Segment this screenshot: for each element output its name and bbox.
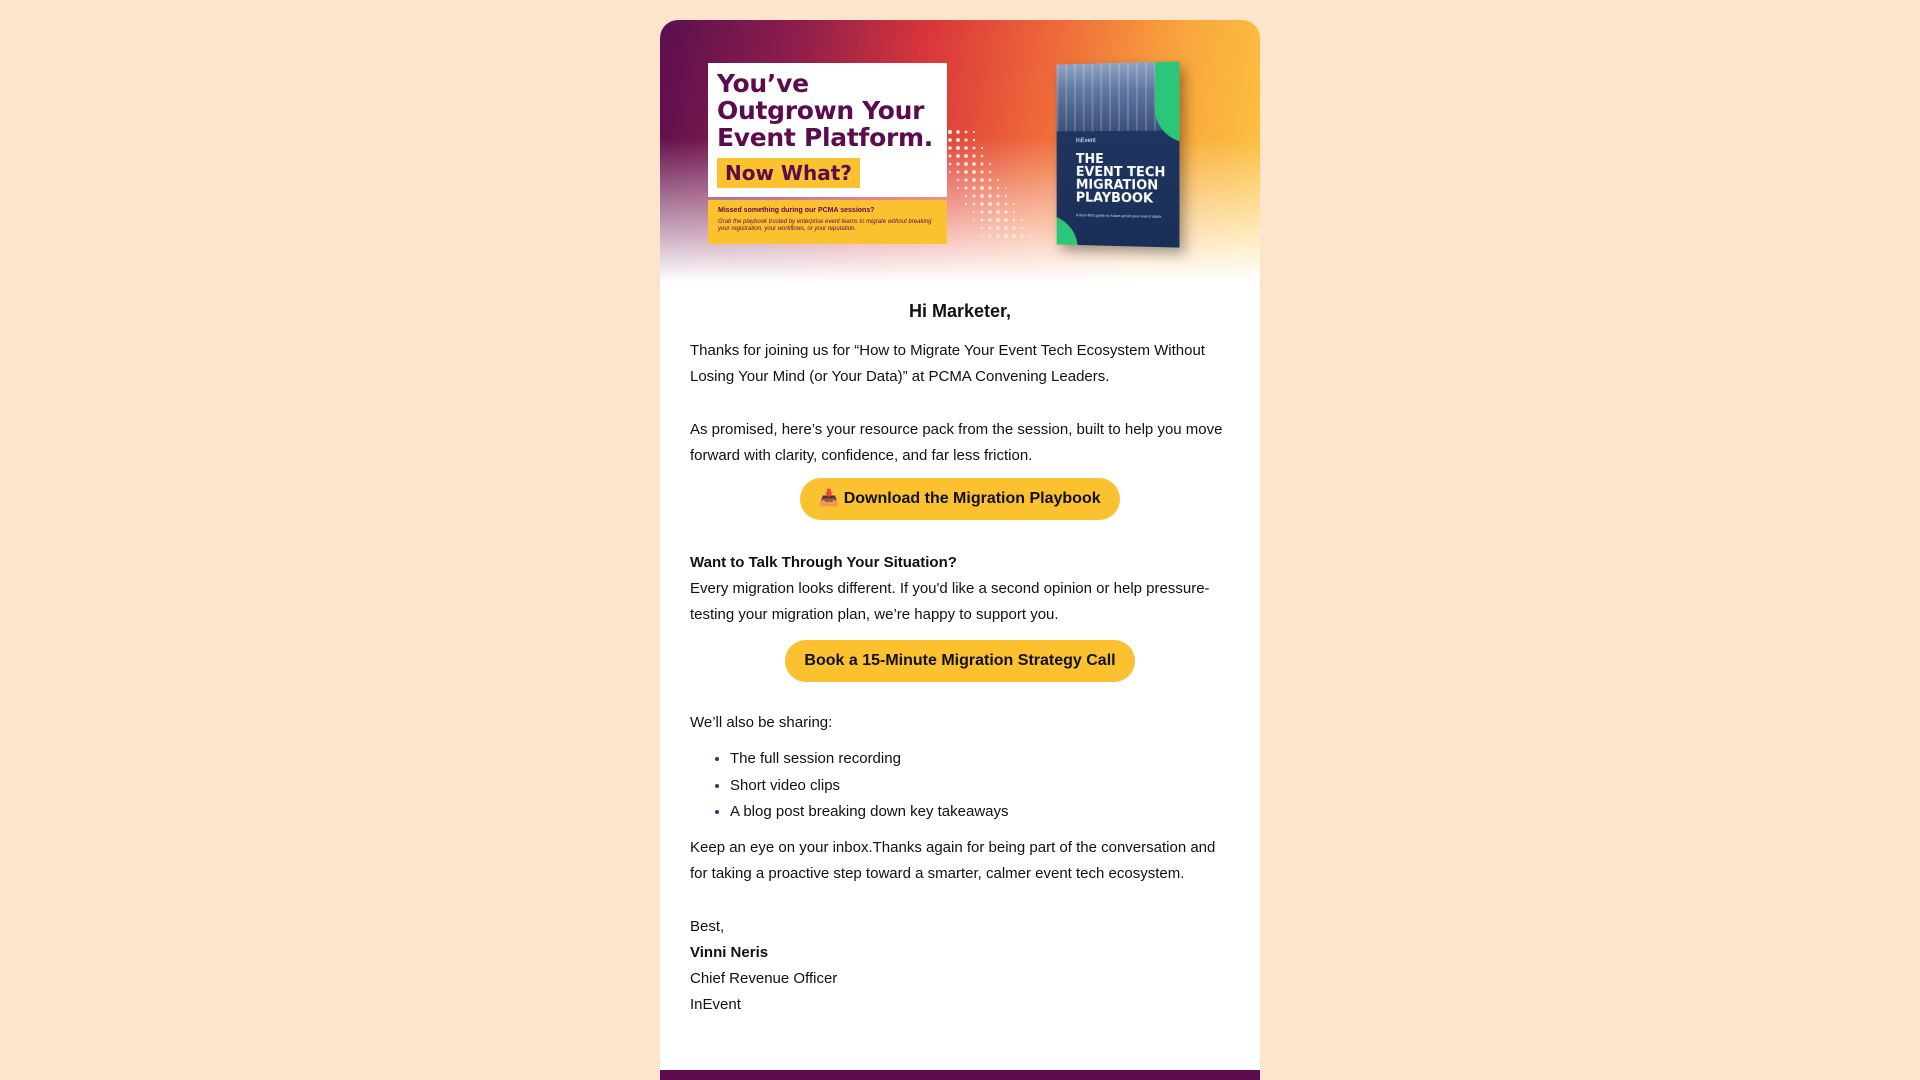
dot [996,194,999,197]
dot [996,210,1000,214]
closing-paragraph: Keep an eye on your inbox.Thanks again for being part of the conversation and for taking a proactive step toward a smarter, calmer event tech ecosystem. [690,838,1216,882]
list-item: • The full session recording [730,746,1230,773]
dot [973,139,975,141]
dot [981,235,983,237]
dot [964,154,968,158]
dot [949,171,951,173]
book-strategy-call-button[interactable]: Book a 15-Minute Migration Strategy Call [785,640,1134,682]
dot [981,163,984,166]
list-item: • A blog post breaking down key takeaways [730,799,1230,826]
sharing-list [690,746,1230,826]
dot [973,211,975,213]
dot [988,226,991,229]
email-container [660,20,1260,1080]
dot-pattern [946,128,1056,278]
dot [988,218,991,221]
dot [1013,211,1015,213]
signature [690,914,1230,1018]
talk-paragraph: Every migration looks different. If you'd like a second opinion or help pressure-testing your migration plan, we’re happy to support you. [690,580,1210,623]
dot [964,162,968,166]
dot [1004,210,1007,213]
hero-note-question: Missed something during our PCMA sessions? [718,207,875,214]
dot [957,171,960,174]
dot [988,194,992,198]
dot [981,147,983,149]
dot [972,178,976,182]
hero-now-what: Now What? [717,158,860,188]
dot [989,171,992,174]
dot [981,155,984,158]
dot [964,146,968,150]
signoff-role: Chief Revenue Officer [690,969,838,987]
dot [973,203,976,206]
dot [1021,219,1023,221]
dot [964,170,968,174]
intro-paragraph: Thanks for joining us for “How to Migrate Your Event Tech Ecosystem Without Losing Your Mind (or Your Data)” at PCMA Convening Leaders. [690,342,1205,385]
signoff-name: Vinni Neris [690,943,769,961]
dot [956,130,960,134]
download-button-wrap [690,478,1230,520]
dot [1004,218,1008,222]
dot [965,195,968,198]
dot [1005,203,1008,206]
book-title: THE EVENT TECH MIGRATION PLAYBOOK [1075,152,1166,207]
dot [1013,203,1015,205]
dot [956,138,960,142]
promise-paragraph: As promised, here’s your resource pack from the session, built to help you move forward with clarity, confidence, and far less friction. [690,421,1223,464]
dot [956,154,960,158]
dot [1012,234,1016,238]
dot [964,138,967,141]
email-body [660,282,1260,1018]
dot [972,186,976,190]
dot [989,235,992,238]
dot [980,202,984,206]
list-item: • Short video clips [730,773,1230,800]
dot [989,163,991,165]
book-call-button-wrap [690,640,1230,682]
dot [996,234,999,237]
dot [988,202,992,206]
dot [948,138,952,142]
talk-heading: Want to Talk Through Your Situation? [690,554,957,571]
dot [1021,227,1024,230]
dot [996,202,999,205]
dot [980,170,983,173]
dot [972,162,976,166]
dot [957,179,960,182]
hero-title-card [708,63,947,197]
dot [956,162,959,165]
dot [948,154,951,157]
hero-note [708,200,947,244]
hero-banner [660,20,1260,282]
dot [964,178,967,181]
dot [972,194,975,197]
sharing-intro: We’ll also be sharing: [690,714,833,731]
dot [997,187,1000,190]
dot [972,170,976,174]
dot [957,187,959,189]
dot [1012,226,1015,229]
dot [948,146,951,149]
dot [980,178,984,182]
dot [1004,234,1008,238]
dot [949,163,952,166]
dot [973,131,975,133]
dot [1013,219,1016,222]
dot [981,227,983,229]
dot [996,218,1000,222]
book-logo: InEvent [1075,138,1096,145]
signoff-best: Best, [690,917,725,935]
playbook-cover-image [1057,61,1180,247]
greeting: Hi Marketer, [908,301,1012,321]
dot [997,179,999,181]
download-playbook-button[interactable]: 📥 Download the Migration Playbook [800,478,1119,520]
dot [980,210,983,213]
dot [988,186,991,189]
dot [980,194,984,198]
dot [965,187,968,190]
book-cover-wave-bottom [1057,215,1078,248]
dot [973,147,976,150]
dot [996,226,1000,230]
dot [973,219,975,221]
dot [972,154,975,157]
hero-title: You’ve Outgrown Your Event Platform. [717,69,933,152]
dot [1021,235,1024,238]
book-subtitle: A tech-first guide to future-proof your event stack [1075,212,1162,219]
dot [988,210,992,214]
dot [1005,195,1007,197]
dot [965,203,967,205]
dot [965,131,968,134]
dot [1029,235,1031,237]
hero-note-detail: Grab the playbook trusted by enterprise event teams to migrate without breaking your registration, your workflows, or your reputation. [718,219,932,232]
dot [948,130,952,134]
dot [956,146,960,150]
dot [980,186,984,190]
dot [1005,187,1007,189]
signoff-company: InEvent [690,995,741,1013]
dot [981,219,984,222]
footer-bar [660,1070,1260,1080]
dot [1004,226,1008,230]
dot [988,178,991,181]
